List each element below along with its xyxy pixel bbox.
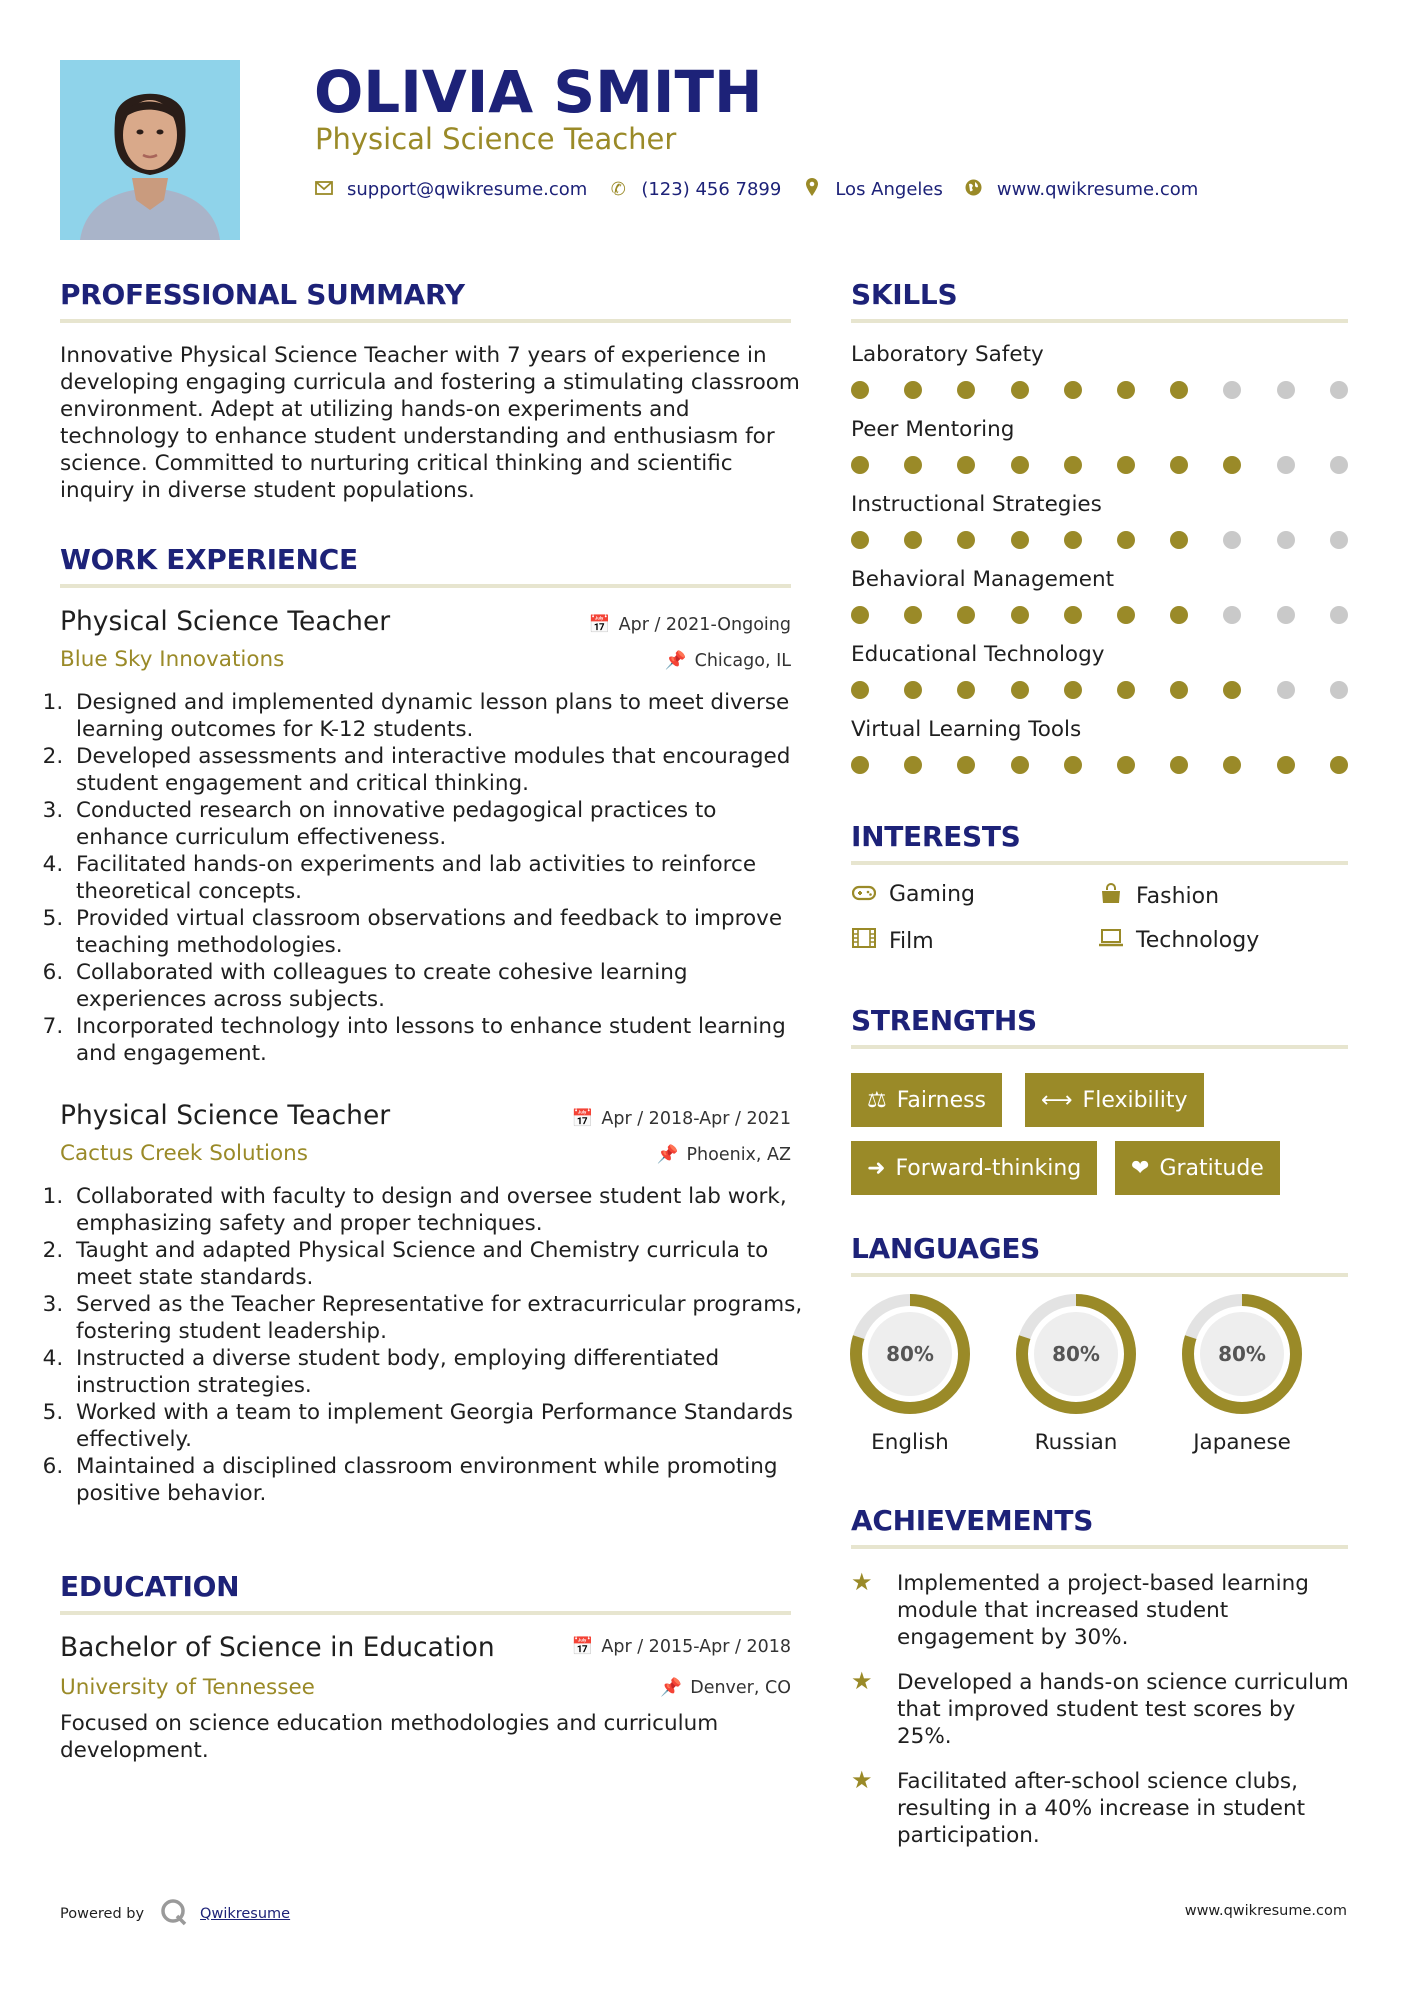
list-item: 4. Facilitated hands-on experiments and lab activities to reinforce theoretical concepts. <box>70 851 800 905</box>
job-location-text: Chicago, IL <box>694 651 791 671</box>
job-location <box>657 1145 791 1165</box>
ring-percent-label: 80% <box>1218 1342 1266 1366</box>
job-title: Physical Science Teacher <box>60 606 391 637</box>
rating-dot-filled <box>904 531 922 549</box>
job-location <box>665 651 791 671</box>
arrows-icon: ⟷ <box>1041 1087 1073 1113</box>
rating-dot-empty <box>1330 606 1348 624</box>
skill-name: Peer Mentoring <box>851 417 1015 442</box>
job-company: Cactus Creek Solutions <box>60 1141 309 1166</box>
interests-divider <box>851 861 1348 865</box>
map-marker-icon <box>803 178 821 201</box>
pin-icon: 📌 <box>664 651 687 671</box>
rating-dot-filled <box>957 756 975 774</box>
rating-dot-filled <box>904 606 922 624</box>
rating-dot-filled <box>1117 756 1135 774</box>
interest-label: Gaming <box>889 882 975 907</box>
interests-heading: INTERESTS <box>851 820 1021 853</box>
job-dates-text: Apr / 2018-Apr / 2021 <box>601 1109 791 1129</box>
rating-dot-empty <box>1330 381 1348 399</box>
strength-label: Gratitude <box>1159 1155 1264 1181</box>
list-item: 6. Collaborated with colleagues to create cohesive learning experiences across subjects. <box>70 959 800 1013</box>
interest-film <box>851 928 934 954</box>
phone-text: (123) 456 7899 <box>641 179 782 200</box>
list-item: 2. Taught and adapted Physical Science and Chemistry curricula to meet state standards. <box>70 1237 815 1291</box>
summary-text: Innovative Physical Science Teacher with 7 years of experience in developing engaging curricula and fostering a stimulating classroom environment. Adept at utilizing hands-on experiments and technology to enhance student understanding and enthusiasm for science. Committed to nurturing critical thinking and scientific inquiry in diverse student populations. <box>60 343 800 503</box>
star-icon: ★ <box>851 1766 873 1794</box>
education-dates-text: Apr / 2015-Apr / 2018 <box>601 1637 791 1657</box>
calendar-icon: 📅 <box>588 615 611 635</box>
job-company: Blue Sky Innovations <box>60 647 285 672</box>
arrow-right-icon: ➜ <box>867 1155 886 1181</box>
rating-dot-filled <box>851 756 869 774</box>
envelope-icon <box>315 179 333 200</box>
job-location-text: Phoenix, AZ <box>686 1145 791 1165</box>
rating-dot-empty <box>1277 456 1295 474</box>
list-item: 1. Designed and implemented dynamic lesson plans to meet diverse learning outcomes for K-12 students. <box>70 689 800 743</box>
ring-percent-label: 80% <box>886 1342 934 1366</box>
job-dates <box>589 615 791 635</box>
rating-dot-filled <box>1170 531 1188 549</box>
bag-icon <box>1098 882 1124 910</box>
candidate-title: Physical Science Teacher <box>315 122 677 156</box>
rating-dot-filled <box>1064 456 1082 474</box>
rating-dot-filled <box>957 531 975 549</box>
rating-dot-filled <box>1330 756 1348 774</box>
skill-name: Educational Technology <box>851 642 1105 667</box>
achievement-text: Facilitated after-school science clubs, resulting in a 40% increase in student participation. <box>897 1769 1306 1848</box>
job-bullets <box>52 1183 815 1507</box>
candidate-name: OLIVIA SMITH <box>314 58 763 126</box>
interest-label: Technology <box>1136 928 1260 953</box>
achievement-item <box>851 1669 1351 1750</box>
rating-dot-empty <box>1223 531 1241 549</box>
rating-dot-filled <box>957 681 975 699</box>
rating-dot-filled <box>851 456 869 474</box>
list-item: 5. Worked with a team to implement Georgia Performance Standards effectively. <box>70 1399 815 1453</box>
strength-label: Flexibility <box>1082 1087 1188 1113</box>
rating-dot-empty <box>1277 531 1295 549</box>
rating-dot-filled <box>1064 381 1082 399</box>
footer-powered-by <box>60 1898 290 1930</box>
qwikresume-logo-icon <box>160 1898 188 1930</box>
skills-divider <box>851 319 1348 323</box>
strength-tag-forward-thinking <box>851 1141 1097 1195</box>
rating-dot-empty <box>1330 456 1348 474</box>
footer-url[interactable]: www.qwikresume.com <box>1184 1903 1347 1919</box>
languages-heading: LANGUAGES <box>851 1232 1041 1265</box>
rating-dot-filled <box>1011 606 1029 624</box>
job-title: Physical Science Teacher <box>60 1100 391 1131</box>
rating-dot-filled <box>1064 681 1082 699</box>
rating-dot-filled <box>851 606 869 624</box>
calendar-icon: 📅 <box>571 1109 594 1129</box>
languages-divider <box>851 1273 1348 1277</box>
rating-dot-filled <box>1011 681 1029 699</box>
strength-tag-flexibility <box>1025 1073 1204 1127</box>
achievements-heading: ACHIEVEMENTS <box>851 1504 1094 1537</box>
skill-name: Laboratory Safety <box>851 342 1044 367</box>
list-item: 2. Developed assessments and interactive modules that encouraged student engagement and critical thinking. <box>70 743 800 797</box>
rating-dot-filled <box>957 606 975 624</box>
powered-by-text: Powered by <box>60 1906 145 1922</box>
skill-name: Instructional Strategies <box>851 492 1102 517</box>
list-item: 6. Maintained a disciplined classroom environment while promoting positive behavior. <box>70 1453 815 1507</box>
interest-fashion <box>1098 882 1219 910</box>
star-icon: ★ <box>851 1568 873 1596</box>
rating-dot-empty <box>1330 681 1348 699</box>
location-text: Los Angeles <box>835 179 943 200</box>
strengths-divider <box>851 1045 1348 1049</box>
rating-dot-filled <box>1170 456 1188 474</box>
rating-dot-empty <box>1277 681 1295 699</box>
degree-title: Bachelor of Science in Education <box>60 1632 495 1663</box>
rating-dot-filled <box>1064 531 1082 549</box>
list-item: 5. Provided virtual classroom observations and feedback to improve teaching methodologies. <box>70 905 800 959</box>
calendar-icon: 📅 <box>571 1637 594 1657</box>
rating-dot-filled <box>1011 456 1029 474</box>
email-text: support@qwikresume.com <box>347 179 588 200</box>
education-divider <box>60 1611 791 1615</box>
phone-icon: ✆ <box>610 179 626 200</box>
achievement-item <box>851 1768 1351 1849</box>
pin-icon: 📌 <box>656 1145 679 1165</box>
rating-dot-empty <box>1330 531 1348 549</box>
rating-dot-filled <box>957 456 975 474</box>
skill-name: Virtual Learning Tools <box>851 717 1082 742</box>
strength-tag-gratitude <box>1115 1141 1280 1195</box>
achievements-divider <box>851 1545 1348 1549</box>
achievement-text: Developed a hands-on science curriculum that improved student test scores by 25%. <box>897 1670 1349 1749</box>
rating-dot-empty <box>1223 381 1241 399</box>
rating-dot-filled <box>904 381 922 399</box>
language-name: Japanese <box>1193 1430 1291 1455</box>
rating-dot-filled <box>1064 756 1082 774</box>
strength-label: Forward-thinking <box>895 1155 1082 1181</box>
rating-dot-filled <box>957 381 975 399</box>
contact-phone[interactable] <box>609 179 781 200</box>
list-item: 7. Incorporated technology into lessons to enhance student learning and engagement. <box>70 1013 800 1067</box>
education-description: Focused on science education methodologies and curriculum development. <box>60 1711 719 1763</box>
education-heading: EDUCATION <box>60 1570 240 1603</box>
strengths-heading: STRENGTHS <box>851 1004 1037 1037</box>
contact-location <box>803 178 943 201</box>
achievement-text: Implemented a project-based learning module that increased student engagement by 30%. <box>897 1571 1309 1650</box>
rating-dot-filled <box>1170 756 1188 774</box>
laptop-icon <box>1098 928 1124 953</box>
heart-icon: ❤ <box>1131 1155 1150 1181</box>
language-ring <box>848 1292 972 1416</box>
rating-dot-filled <box>1223 756 1241 774</box>
rating-dot-filled <box>904 456 922 474</box>
rating-dot-filled <box>1117 606 1135 624</box>
rating-dot-filled <box>1223 456 1241 474</box>
strength-tag-fairness <box>851 1073 1002 1127</box>
language-name: English <box>871 1430 949 1455</box>
summary-heading: PROFESSIONAL SUMMARY <box>60 278 465 311</box>
language-ring <box>1180 1292 1304 1416</box>
job-dates-text: Apr / 2021-Ongoing <box>618 615 791 635</box>
education-dates <box>572 1637 791 1657</box>
job-bullets <box>52 689 800 1067</box>
list-item: 3. Conducted research on innovative pedagogical practices to enhance curriculum effectiveness. <box>70 797 800 851</box>
experience-heading: WORK EXPERIENCE <box>60 543 358 576</box>
language-name: Russian <box>1034 1430 1118 1455</box>
rating-dot-filled <box>1011 756 1029 774</box>
gamepad-icon <box>851 882 877 907</box>
rating-dot-filled <box>1170 606 1188 624</box>
job-dates <box>572 1109 791 1129</box>
rating-dot-filled <box>1011 381 1029 399</box>
contact-bar <box>315 178 1220 201</box>
interest-technology <box>1098 928 1259 953</box>
brand-link[interactable]: Qwikresume <box>200 1906 291 1922</box>
strength-label: Fairness <box>896 1087 987 1113</box>
list-item: 4. Instructed a diverse student body, employing differentiated instruction strategies. <box>70 1345 815 1399</box>
rating-dot-filled <box>1117 681 1135 699</box>
rating-dot-filled <box>1117 381 1135 399</box>
film-icon <box>851 928 877 954</box>
contact-email[interactable] <box>315 179 587 200</box>
skill-name: Behavioral Management <box>851 567 1115 592</box>
rating-dot-filled <box>1064 606 1082 624</box>
list-item: 1. Collaborated with faculty to design and oversee student lab work, emphasizing safety and proper techniques. <box>70 1183 815 1237</box>
rating-dot-filled <box>851 381 869 399</box>
ring-percent-label: 80% <box>1052 1342 1100 1366</box>
rating-dot-empty <box>1277 606 1295 624</box>
list-item: 3. Served as the Teacher Representative for extracurricular programs, fostering student leadership. <box>70 1291 815 1345</box>
rating-dot-filled <box>1170 381 1188 399</box>
rating-dot-filled <box>1277 756 1295 774</box>
website-text: www.qwikresume.com <box>996 179 1199 200</box>
education-location <box>660 1678 791 1698</box>
rating-dot-filled <box>1117 531 1135 549</box>
star-icon: ★ <box>851 1667 873 1695</box>
rating-dot-filled <box>1011 531 1029 549</box>
rating-dot-empty <box>1277 381 1295 399</box>
language-ring <box>1014 1292 1138 1416</box>
rating-dot-filled <box>1117 456 1135 474</box>
interest-label: Film <box>889 928 934 954</box>
rating-dot-filled <box>1170 681 1188 699</box>
contact-website[interactable] <box>965 179 1198 201</box>
profile-photo <box>60 60 240 240</box>
rating-dot-empty <box>1223 606 1241 624</box>
pin-icon: 📌 <box>660 1678 683 1698</box>
rating-dot-filled <box>851 681 869 699</box>
school-name: University of Tennessee <box>60 1675 315 1700</box>
skills-heading: SKILLS <box>851 278 958 311</box>
rating-dot-filled <box>904 756 922 774</box>
education-location-text: Denver, CO <box>690 1678 791 1698</box>
experience-divider <box>60 584 791 588</box>
scale-icon: ⚖ <box>867 1087 887 1113</box>
rating-dot-filled <box>904 681 922 699</box>
summary-divider <box>60 319 791 323</box>
interest-label: Fashion <box>1136 883 1220 909</box>
globe-icon <box>965 179 983 201</box>
achievement-item <box>851 1570 1351 1651</box>
interest-gaming <box>851 882 975 907</box>
rating-dot-filled <box>851 531 869 549</box>
rating-dot-filled <box>1223 681 1241 699</box>
